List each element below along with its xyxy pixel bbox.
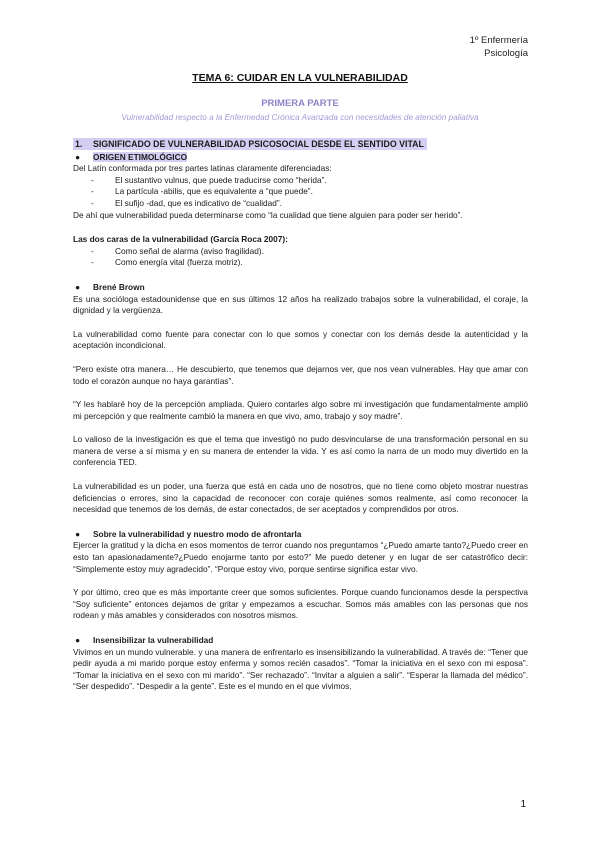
paragraph: La vulnerabilidad como fuente para conectar con lo que somos y conectar con los demás desde la autenticidad y la aceptación incondicional. [73, 328, 528, 351]
dash-icon: - [91, 245, 94, 256]
header-course: 1º Enfermería [469, 35, 528, 46]
coping-heading: ● Sobre la vulnerabilidad y nuestro modo de afrontarla [75, 528, 302, 539]
quote-paragraph: “Pero existe otra manera… He descubierto, que tenemos que dejarnos ver, que nos vean vulnerables. Hay que amar con todo el corazón aunque no haya garantías”. [73, 363, 528, 386]
origin-conclusion: De ahí que vulnerabilidad pueda determinarse como “la cualidad que tiene alguien para poder ser herido”. [73, 209, 463, 220]
origin-heading [73, 152, 528, 164]
bullet-icon: ● [75, 151, 81, 162]
section-number: 1. [75, 139, 83, 149]
bullet-icon: ● [75, 281, 81, 292]
page-number: 1 [520, 799, 526, 810]
section-heading-highlight [73, 138, 427, 150]
origin-list [73, 175, 528, 210]
page-header [470, 34, 528, 60]
document-body [73, 139, 528, 693]
dash-icon: - [91, 257, 94, 268]
dash-icon: - [91, 174, 94, 185]
bullet-icon: ● [75, 528, 81, 539]
section-heading [73, 139, 528, 151]
list-item: - La partícula -abilis, que es equivalente a “que puede”. [91, 186, 313, 197]
dash-icon: - [91, 186, 94, 197]
insensibilize-heading: ● Insensibilizar la vulnerabilidad [75, 635, 214, 645]
paragraph: Y por último, creo que es más importante creer que somos suficientes. Porque cuando funcionamos desde la perspectiva “Soy suficiente” entonces dejamos de gritar y empezamos a escuchar. Somos más amables con las personas que nos rodean y más amables y considerados con nosotros mismos. [73, 587, 528, 621]
page-title: TEMA 6: CUIDAR EN LA VULNERABILIDAD [192, 72, 408, 84]
paragraph: La vulnerabilidad es un poder, una fuerza que está en cada uno de nosotros, que no tiene como objeto mostrar nuestras deficiencias o errores, sino la capacidad de reconocer con coraje quiénes somos realmente, así como reconocer la necesidad que tenemos de los demás, de estar conectados, de ser aceptados y comprendidos por otros. [73, 481, 528, 515]
paragraph: Vivimos en un mundo vulnerable. y una manera de enfrentarlo es insensibilizando la vulnerabilidad. A través de: “Tener que pedir ayuda a mi marido porque estoy enferma y somos recién casados”. “Tomar la iniciativa en el sexo con mi esposa”. “Tomar la iniciativa en el sexo con mi marido”. “Ser rechazado”. “Invitar a alguien a salir”. “Esperar la llamada del médico”. “Ser despedido”. “Despedir a la gente”. Este es el mundo en el que vivimos. [73, 646, 528, 692]
part-subtitle: Vulnerabilidad respecto a la Enfermedad Crónica Avanzada con necesidades de atención paliativa [121, 113, 479, 122]
list-item: - Como señal de alarma (aviso fragilidad). [91, 245, 264, 256]
two-faces-heading: Las dos caras de la vulnerabilidad (García Roca 2007): [73, 234, 288, 245]
dash-icon: - [91, 197, 94, 208]
list-item: - Como energía vital (fuerza motriz). [91, 257, 243, 268]
list-item: - El sustantivo vulnus, que puede traducirse como “herida”. [91, 174, 327, 185]
quote-paragraph: “Y les hablaré hoy de la percepción ampliada. Quiero contarles algo sobre mi investigación que fundamentalmente amplió mi percepción y que realmente cambió la manera en que vivo, amo, trabajo y soy madre”. [73, 399, 528, 421]
part-title: PRIMERA PARTE [261, 98, 339, 109]
paragraph: Es una socióloga estadounidense que en sus últimos 12 años ha realizado trabajos sobre la vulnerabilidad, el coraje, la dignidad y la vergüenza. [73, 293, 528, 316]
brene-brown-heading: ● Brené Brown [75, 281, 145, 292]
bullet-icon: ● [75, 635, 81, 645]
paragraph: Ejercer la gratitud y la dicha en esos momentos de terror cuando nos preguntamos “¿Puedo amarte tanto?¿Puedo creer en esto tan apasionadamente?¿Puedo enojarme tanto por esto?” Me puedo detener y en lugar de ser catastrófico decir: “Simplemente estoy muy agradecido”. “Porque estoy vivo, porque sentirse significa estar vivo. [73, 540, 528, 574]
origin-heading-text: ORIGEN ETIMOLÓGICO [93, 151, 188, 162]
two-faces-list [73, 246, 528, 269]
section-heading-text: SIGNIFICADO DE VULNERABILIDAD PSICOSOCIAL DESDE EL SENTIDO VITAL [93, 139, 424, 149]
origin-intro: Del Latín conformada por tres partes latinas claramente diferenciadas: [73, 163, 332, 174]
header-subject: Psicología [484, 48, 528, 59]
list-item: - El sufijo -dad, que es indicativo de “cualidad”. [91, 197, 282, 208]
paragraph: Lo valioso de la investigación es que el tema que investigó no pudo desvincularse de una transformación personal en su manera de verse a sí misma y en su manera de entender la vida. Y es así como la narra de un modo muy divertido en la conferencia TED. [73, 434, 528, 468]
